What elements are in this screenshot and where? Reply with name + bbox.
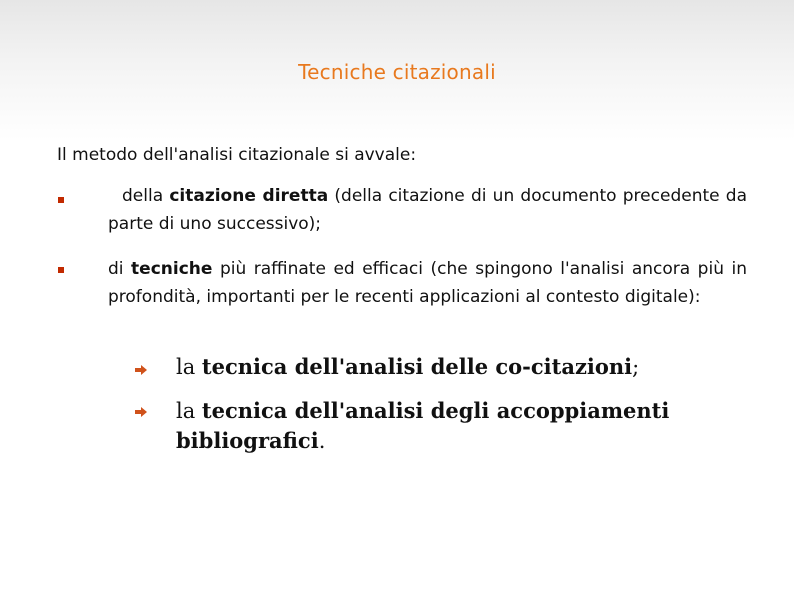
intro-text: Il metodo dell'analisi citazionale si avvale: bbox=[57, 145, 417, 165]
bullet-1-bold: citazione diretta bbox=[169, 186, 329, 206]
bullet-1-rest: (della citazione di un documento precedente da parte di uno successivo); bbox=[108, 186, 747, 234]
sub-item-1 bbox=[176, 352, 736, 382]
square-bullet-icon bbox=[58, 267, 64, 273]
bullet-2-prefix: di bbox=[108, 259, 132, 279]
bullet-item-2 bbox=[108, 255, 747, 311]
sub-2-bold: tecnica dell'analisi degli accoppiamenti bibliografici bbox=[176, 398, 670, 453]
sub-2-suffix: . bbox=[318, 429, 326, 453]
square-bullet-icon bbox=[58, 197, 64, 203]
bullet-item-1 bbox=[108, 182, 747, 238]
arrow-right-icon bbox=[134, 363, 148, 377]
sub-item-2 bbox=[176, 396, 696, 456]
bullet-1-prefix: della bbox=[122, 186, 170, 206]
bullet-2-rest: più raffinate ed efficaci (che spingono l'analisi ancora più in profondità, importanti per le recenti applicazioni al contesto digitale): bbox=[108, 259, 747, 307]
sub-1-suffix: ; bbox=[632, 355, 640, 379]
sub-1-bold: tecnica dell'analisi delle co-citazioni bbox=[201, 354, 633, 379]
sub-2-prefix: la bbox=[176, 399, 202, 423]
sub-1-prefix: la bbox=[176, 355, 202, 379]
arrow-right-icon bbox=[134, 405, 148, 419]
bullet-2-bold: tecniche bbox=[131, 259, 213, 279]
slide-title: Tecniche citazionali bbox=[298, 60, 496, 84]
